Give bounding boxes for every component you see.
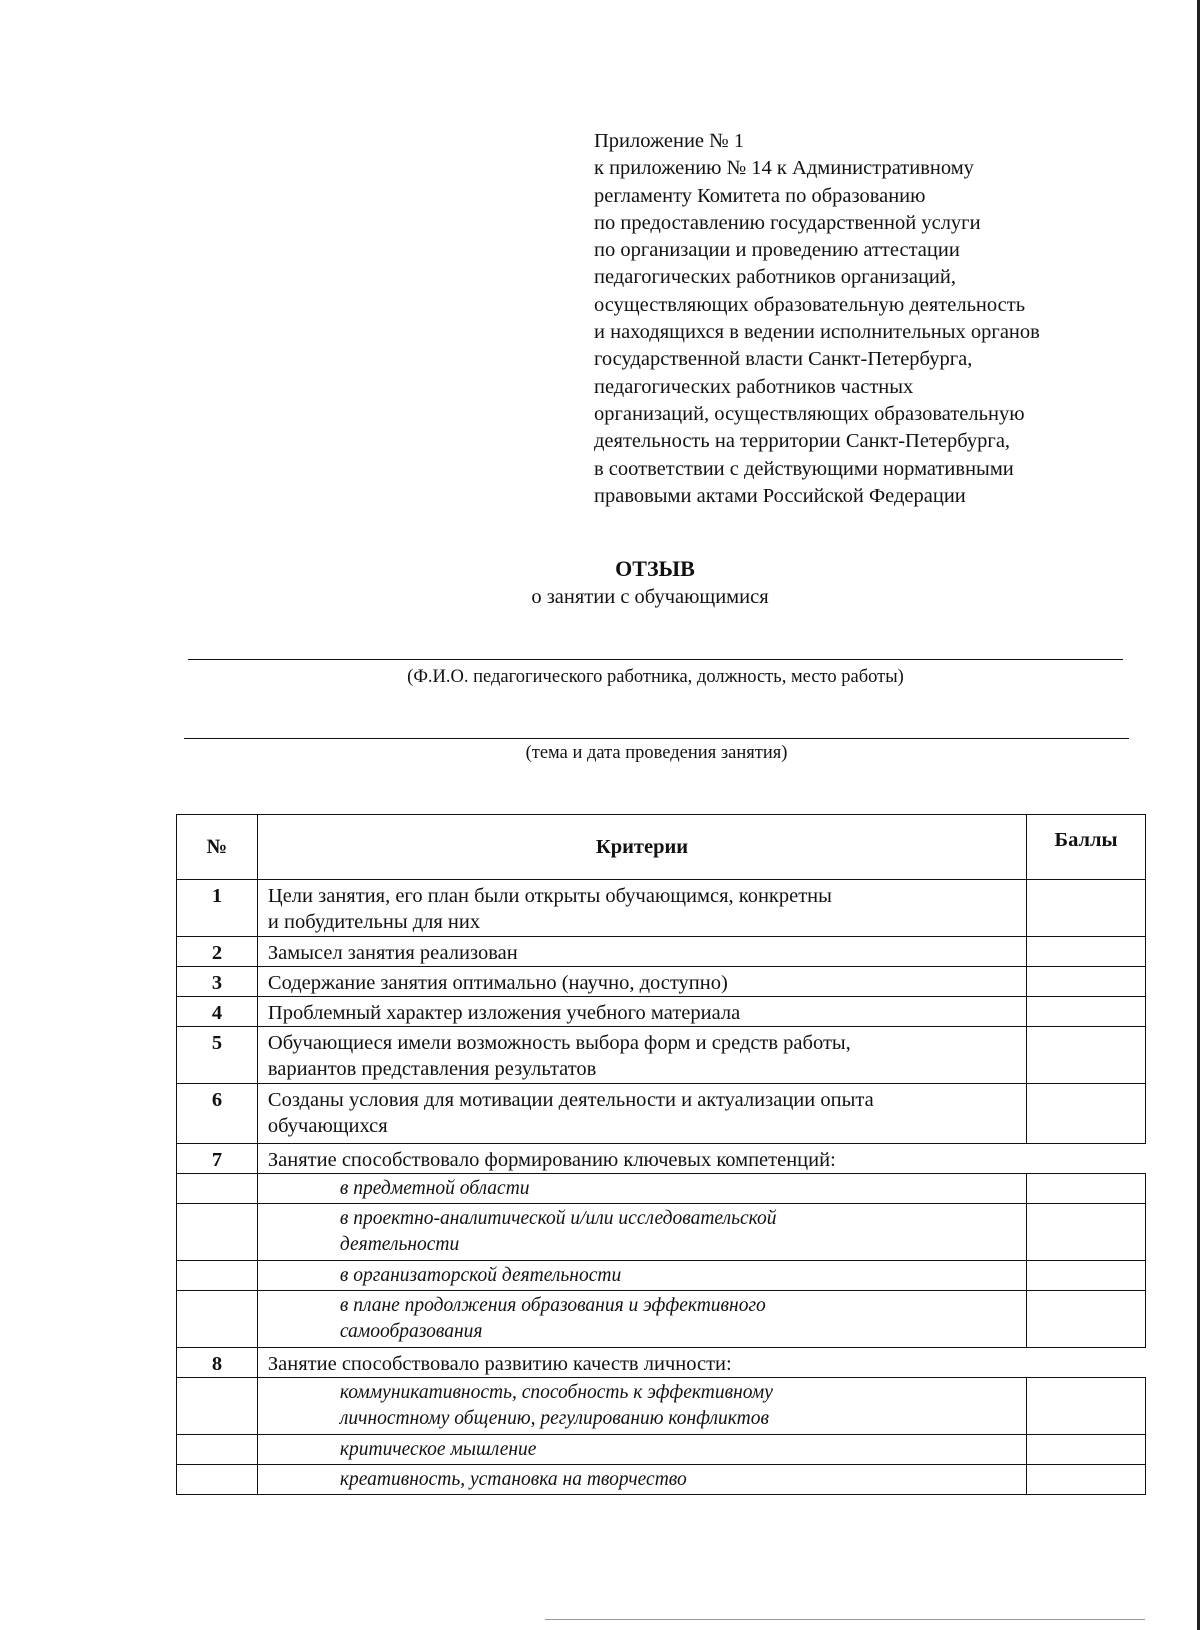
row-criterion: Занятие способствовало развитию качеств личности: (257, 1348, 1145, 1378)
row-criterion (257, 880, 1026, 937)
row-criterion: Занятие способствовало формированию ключевых компетенций: (257, 1144, 1145, 1174)
appendix-line: педагогических работников организаций, (594, 266, 956, 289)
appendix-line: правовыми актами Российской Федерации (594, 484, 966, 507)
appendix-line: по организации и проведению аттестации (594, 239, 960, 262)
table-row (177, 967, 1146, 997)
appendix-line: и находящихся в ведении исполнительных органов (594, 321, 1040, 344)
points-cell[interactable] (1027, 997, 1146, 1027)
sub-criterion (257, 1204, 1026, 1261)
sub-criterion: критическое мышление (257, 1435, 1026, 1465)
appendix-line: регламенту Комитета по образованию (594, 184, 926, 207)
criterion-line: Созданы условия для мотивации деятельности и актуализации опыта (267, 1089, 874, 1111)
criterion-line: вариантов представления результатов (267, 1058, 597, 1080)
sub-criterion: в предметной области (257, 1174, 1026, 1204)
table-row (177, 1348, 1146, 1378)
row-criterion (257, 1084, 1026, 1144)
appendix-line: осуществляющих образовательную деятельность (594, 293, 1026, 316)
table-row (177, 997, 1146, 1027)
table-header-row (177, 815, 1146, 880)
row-number: 7 (177, 1144, 258, 1174)
appendix-line: Приложение № 1 (594, 130, 745, 152)
teacher-fill-line[interactable] (188, 659, 1123, 660)
row-criterion: Проблемный характер изложения учебного материала (257, 997, 1026, 1027)
appendix-line: к приложению № 14 к Административному (594, 157, 974, 180)
points-cell[interactable] (1027, 967, 1146, 997)
row-number: 3 (177, 967, 258, 997)
criterion-line: и побудительны для них (267, 911, 481, 933)
header-points: Баллы (1027, 815, 1146, 880)
header-criteria: Критерии (257, 815, 1026, 880)
row-number: 2 (177, 937, 258, 967)
table-row (177, 1144, 1146, 1174)
criterion-line: Цели занятия, его план были открыты обучающимся, конкретны (267, 885, 832, 907)
table-row (177, 1204, 1146, 1261)
points-cell[interactable] (1027, 880, 1146, 937)
row-number: 4 (177, 997, 258, 1027)
table-row (177, 880, 1146, 937)
sub-criterion-line: коммуникативность, способность к эффективному (339, 1382, 773, 1403)
table-row (177, 1465, 1146, 1495)
sub-criterion (257, 1378, 1026, 1435)
table-row (177, 1027, 1146, 1084)
row-number (177, 1174, 258, 1204)
points-cell[interactable] (1027, 1027, 1146, 1084)
row-number: 6 (177, 1084, 258, 1144)
sub-criterion-line: деятельности (339, 1234, 460, 1255)
points-cell[interactable] (1027, 1084, 1146, 1144)
sub-criterion-line: в плане продолжения образования и эффективного (339, 1295, 766, 1316)
points-cell[interactable] (1027, 1291, 1146, 1348)
appendix-line: государственной власти Санкт-Петербурга, (594, 348, 973, 371)
sub-criterion-line: личностному общению, регулированию конфликтов (339, 1408, 769, 1429)
table-row (177, 1261, 1146, 1291)
points-cell[interactable] (1027, 1465, 1146, 1495)
row-number (177, 1261, 258, 1291)
sub-criterion (257, 1291, 1026, 1348)
sub-criterion: креативность, установка на творчество (257, 1465, 1026, 1495)
points-cell[interactable] (1027, 1435, 1146, 1465)
row-criterion (257, 1027, 1026, 1084)
sub-criterion-line: самообразования (339, 1321, 483, 1342)
table-row (177, 1378, 1146, 1435)
row-number (177, 1291, 258, 1348)
points-cell[interactable] (1027, 1261, 1146, 1291)
row-number: 1 (177, 880, 258, 937)
teacher-caption: (Ф.И.О. педагогического работника, должность, место работы) (407, 667, 904, 687)
header-number: № (177, 815, 258, 880)
points-cell[interactable] (1027, 1204, 1146, 1261)
appendix-line: педагогических работников частных (594, 375, 914, 398)
criteria-table (176, 814, 1146, 1495)
topic-fill-line[interactable] (184, 738, 1129, 739)
row-number (177, 1204, 258, 1261)
criterion-line: Обучающиеся имели возможность выбора форм и средств работы, (267, 1032, 851, 1054)
criterion-line: обучающихся (267, 1115, 388, 1137)
row-criterion: Замысел занятия реализован (257, 937, 1026, 967)
row-number: 8 (177, 1348, 258, 1378)
row-criterion: Содержание занятия оптимально (научно, доступно) (257, 967, 1026, 997)
row-number: 5 (177, 1027, 258, 1084)
row-number (177, 1378, 258, 1435)
row-number (177, 1465, 258, 1495)
appendix-line: деятельность на территории Санкт-Петербурга, (594, 430, 1011, 453)
page-bottom-line (545, 1619, 1145, 1620)
appendix-header (594, 128, 1154, 510)
sub-criterion: в организаторской деятельности (257, 1261, 1026, 1291)
appendix-line: по предоставлению государственной услуги (594, 211, 981, 234)
points-cell[interactable] (1027, 1378, 1146, 1435)
row-number (177, 1435, 258, 1465)
table-row (177, 1435, 1146, 1465)
table-row (177, 1084, 1146, 1144)
appendix-line: в соответствии с действующими нормативными (594, 457, 1014, 480)
sub-criterion-line: в проектно-аналитической и/или исследовательской (339, 1208, 777, 1229)
document-subtitle: о занятии с обучающимися (531, 586, 769, 608)
document-title: ОТЗЫВ (615, 556, 695, 581)
topic-caption: (тема и дата проведения занятия) (525, 743, 788, 763)
table-row (177, 1174, 1146, 1204)
points-cell[interactable] (1027, 937, 1146, 967)
appendix-line: организаций, осуществляющих образовательную (594, 402, 1025, 425)
table-row (177, 1291, 1146, 1348)
points-cell[interactable] (1027, 1174, 1146, 1204)
table-row (177, 937, 1146, 967)
